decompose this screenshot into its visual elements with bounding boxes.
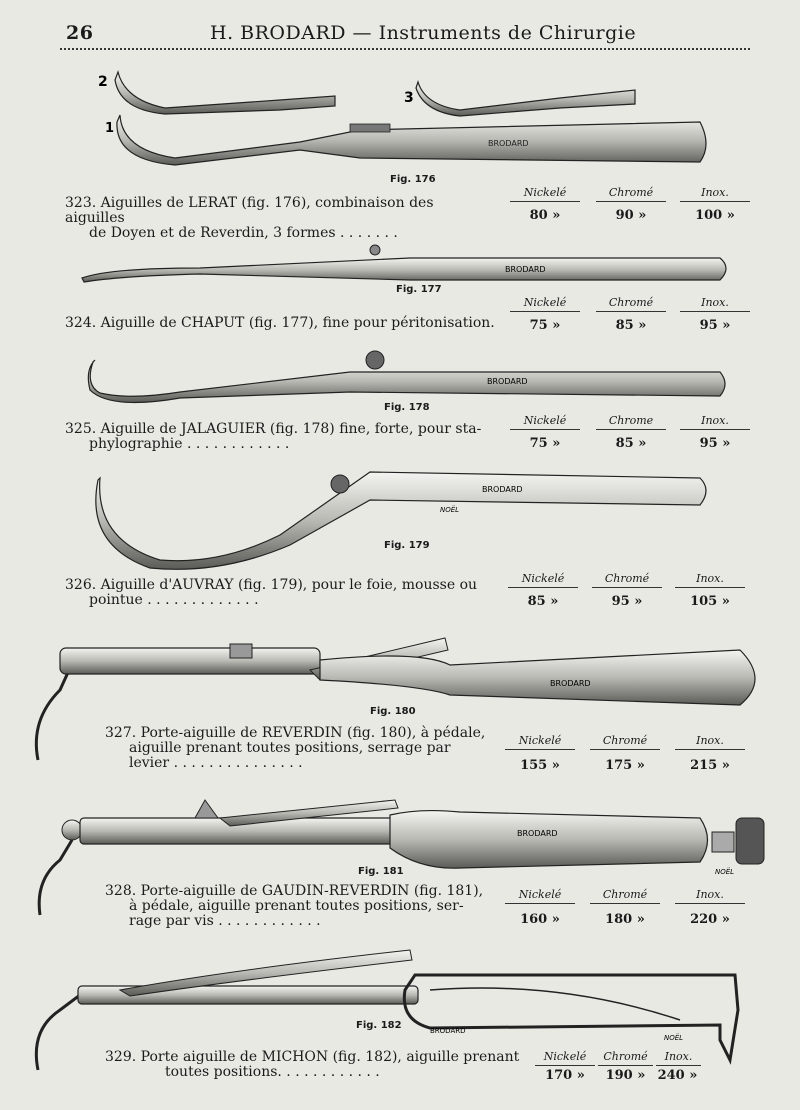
fig-caption-180: Fig. 180 — [370, 706, 416, 717]
price-chrome: 90 » — [615, 208, 647, 223]
price-head-nickele: Nickelé — [505, 888, 575, 904]
variant-label-3: 3 — [404, 90, 414, 106]
price-chrome: 175 » — [605, 758, 645, 773]
price-nickele: 160 » — [520, 912, 560, 927]
price-nickele: 75 » — [529, 318, 561, 333]
item-text-line1: 323. Aiguilles de LERAT (fig. 176), combinaison des aiguilles — [65, 195, 434, 226]
price-head-inox: Inox. — [680, 186, 750, 202]
variant-label-2: 2 — [98, 74, 108, 90]
item-text-line3: levier . . . . . . . . . . . . . . . — [129, 755, 303, 771]
item-text-line1: 325. Aiguille de JALAGUIER (fig. 178) fine, forte, pour sta- — [65, 421, 482, 437]
price-head-chrome: Chromé — [590, 888, 660, 904]
price-head-nickele: Nickelé — [510, 414, 580, 430]
fig-caption-181: Fig. 181 — [358, 866, 404, 877]
page-title: H. BRODARD — Instruments de Chirurgie — [210, 22, 637, 44]
item-text-line2: de Doyen et de Reverdin, 3 formes . . . . . . . — [89, 225, 398, 241]
maker-mark-fig181: NOËL — [715, 868, 735, 876]
maker-mark-fig179: NOËL — [440, 506, 460, 514]
price-chrome: 95 » — [611, 594, 643, 609]
brand-mark-fig180: BRODARD — [550, 679, 591, 688]
maker-mark-fig182: NOËL — [664, 1034, 684, 1042]
price-head-chrome: Chromé — [592, 572, 662, 588]
item-text-line2: toutes positions. . . . . . . . . . . . — [165, 1064, 380, 1080]
price-nickele: 170 » — [545, 1068, 585, 1083]
price-chrome: 190 » — [605, 1068, 646, 1083]
item-325-description — [65, 422, 495, 452]
fig-caption-182: Fig. 182 — [356, 1020, 402, 1031]
price-inox: 95 » — [699, 318, 731, 333]
item-text-line1: 324. Aiguille de CHAPUT (fig. 177), fine pour péritonisation. — [65, 315, 495, 331]
needle-fig176-variant2 — [115, 72, 335, 114]
variant-label-1: 1 — [105, 121, 115, 136]
item-text-line1: 328. Porte-aiguille de GAUDIN-REVERDIN (fig. 181), — [105, 883, 484, 899]
price-inox: 220 » — [690, 912, 730, 927]
item-text-line2: pointue . . . . . . . . . . . . . — [89, 592, 259, 608]
item-326-description — [65, 578, 495, 608]
price-nickele: 85 » — [527, 594, 559, 609]
price-head-inox: Inox. — [680, 296, 750, 312]
item-text-line2: aiguille prenant toutes positions, serrage par — [129, 740, 451, 756]
price-head-nickele: Nickelé — [505, 734, 575, 750]
price-head-inox: Inox. — [675, 734, 745, 750]
price-head-chrome: Chromé — [598, 1050, 653, 1066]
needle-fig178 — [88, 351, 725, 403]
price-head-chrome: Chromé — [590, 734, 660, 750]
price-head-chrome: Chrome — [596, 414, 666, 430]
price-chrome: 85 » — [615, 436, 647, 451]
brand-mark-fig181: BRODARD — [517, 829, 558, 838]
price-head-inox: Inox. — [656, 1050, 701, 1066]
needle-fig179 — [96, 472, 706, 569]
page-number: 26 — [66, 22, 94, 44]
price-head-inox: Inox. — [675, 572, 745, 588]
price-head-chrome: Chromé — [596, 186, 666, 202]
brand-mark-fig179: BRODARD — [482, 485, 523, 494]
price-head-nickele: Nickelé — [535, 1050, 595, 1066]
price-inox: 105 » — [690, 594, 730, 609]
item-323-description — [65, 196, 495, 241]
item-text-line1: 326. Aiguille d'AUVRAY (fig. 179), pour le foie, mousse ou — [65, 577, 478, 593]
price-inox: 95 » — [699, 436, 731, 451]
item-327-description — [105, 726, 495, 771]
price-head-chrome: Chromé — [596, 296, 666, 312]
price-inox: 215 » — [690, 758, 730, 773]
item-text-line1: 329. Porte aiguille de MICHON (fig. 182), aiguille prenant — [105, 1049, 520, 1065]
price-inox: 100 » — [695, 208, 735, 223]
price-nickele: 75 » — [529, 436, 561, 451]
item-text-line1: 327. Porte-aiguille de REVERDIN (fig. 180), à pédale, — [105, 725, 486, 741]
item-text-line2: à pédale, aiguille prenant toutes positions, ser- — [129, 898, 464, 914]
item-text-line2: phylographie . . . . . . . . . . . . — [89, 436, 290, 452]
fig-caption-177: Fig. 177 — [396, 284, 442, 295]
needle-fig177 — [82, 245, 726, 282]
price-nickele: 80 » — [529, 208, 561, 223]
needle-fig176-variant3 — [416, 82, 635, 116]
item-324-description — [65, 316, 495, 331]
price-nickele: 155 » — [520, 758, 560, 773]
brand-mark-fig177: BRODARD — [505, 265, 546, 274]
price-head-inox: Inox. — [675, 888, 745, 904]
price-head-nickele: Nickelé — [510, 186, 580, 202]
price-head-nickele: Nickelé — [508, 572, 578, 588]
price-head-nickele: Nickelé — [510, 296, 580, 312]
needle-fig176-variant1 — [117, 115, 706, 165]
item-329-description — [105, 1050, 535, 1080]
price-inox: 240 » — [657, 1068, 698, 1083]
price-head-inox: Inox. — [680, 414, 750, 430]
price-chrome: 180 » — [605, 912, 645, 927]
fig-caption-178: Fig. 178 — [384, 402, 430, 413]
brand-mark-fig176: BRODARD — [488, 139, 529, 148]
fig-caption-176: Fig. 176 — [390, 174, 436, 185]
item-328-description — [105, 884, 495, 929]
item-text-line3: rage par vis . . . . . . . . . . . . — [129, 913, 321, 929]
price-chrome: 85 » — [615, 318, 647, 333]
brand-mark-fig178: BRODARD — [487, 377, 528, 386]
brand-mark-fig182: BRODARD — [430, 1027, 466, 1035]
fig-caption-179: Fig. 179 — [384, 540, 430, 551]
